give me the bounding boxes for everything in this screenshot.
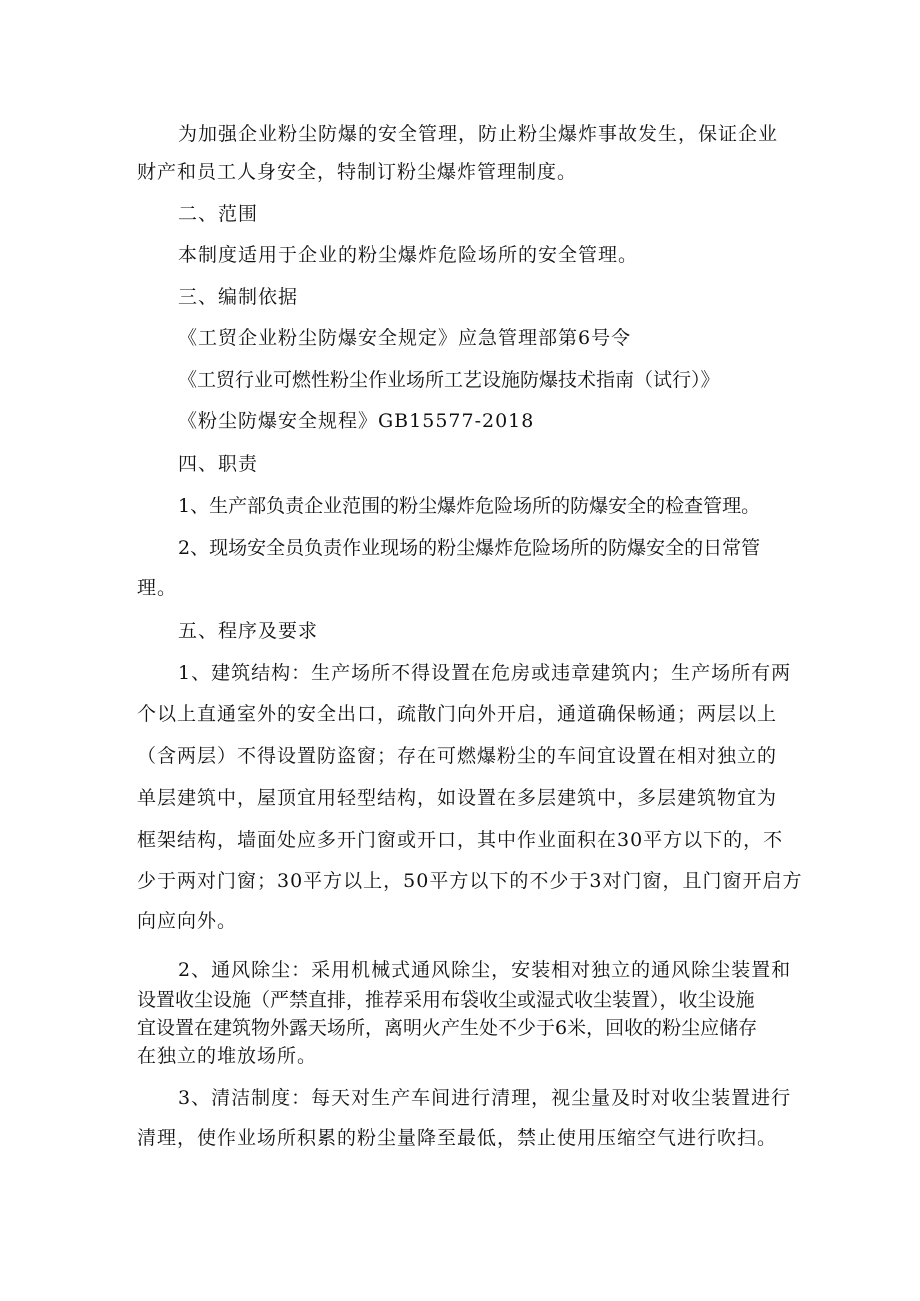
- duties-item-2-line-2: 理。: [137, 577, 178, 599]
- duties-item-1: 1、生产部负责企业范围的粉尘爆炸危险场所的防爆安全的检查管理。: [178, 495, 761, 517]
- basis-item-3: 《粉尘防爆安全规程》GB15577-2018: [178, 410, 535, 432]
- section-heading-basis: 三、编制依据: [178, 286, 299, 308]
- cleaning-line-1: 3、清洁制度：每天对生产车间进行清理，视尘量及时对收尘装置进行: [178, 1087, 792, 1109]
- ventilation-line-3: 宜设置在建筑物外露天场所，离明火产生处不少于6米，回收的粉尘应储存: [137, 1017, 758, 1039]
- building-line-6: 少于两对门窗；30平方以上，50平方以下的不少于3对门窗，且门窗开启方: [137, 870, 803, 892]
- section-heading-procedures: 五、程序及要求: [178, 620, 319, 642]
- ventilation-line-2: 设置收尘设施（严禁直排，推荐采用布袋收尘或湿式收尘装置），收尘设施: [137, 989, 755, 1011]
- building-line-7: 向应向外。: [137, 910, 238, 932]
- building-line-3: （含两层）不得设置防盗窗；存在可燃爆粉尘的车间宜设置在相对独立的: [137, 745, 778, 767]
- scope-text: 本制度适用于企业的粉尘爆炸危险场所的安全管理。: [178, 244, 639, 266]
- basis-item-1: 《工贸企业粉尘防爆安全规定》应急管理部第6号令: [178, 327, 632, 349]
- cleaning-line-2: 清理，使作业场所积累的粉尘量降至最低，禁止使用压缩空气进行吹扫。: [137, 1127, 778, 1149]
- section-heading-duties: 四、职责: [178, 453, 259, 475]
- building-line-5: 框架结构，墙面处应多开门窗或开口，其中作业面积在30平方以下的，不: [137, 829, 784, 851]
- building-line-4: 单层建筑中，屋顶宜用轻型结构，如设置在多层建筑中，多层建筑物宜为: [137, 787, 778, 809]
- intro-line-1: 为加强企业粉尘防爆的安全管理，防止粉尘爆炸事故发生，保证企业: [178, 123, 779, 145]
- intro-line-2: 财产和员工人身安全，特制订粉尘爆炸管理制度。: [137, 161, 578, 183]
- basis-item-2: 《工贸行业可燃性粉尘作业场所工艺设施防爆技术指南（试行）》: [178, 369, 720, 391]
- building-line-1: 1、建筑结构：生产场所不得设置在危房或违章建筑内；生产场所有两: [178, 662, 792, 684]
- ventilation-line-1: 2、通风除尘：采用机械式通风除尘，安装相对独立的通风除尘装置和: [178, 959, 792, 981]
- ventilation-line-4: 在独立的堆放场所。: [137, 1045, 318, 1067]
- duties-item-2-line-1: 2、现场安全员负责作业现场的粉尘爆炸危险场所的防爆安全的日常管: [178, 537, 761, 559]
- building-line-2: 个以上直通室外的安全出口，疏散门向外开启，通道确保畅通；两层以上: [137, 703, 778, 725]
- section-heading-scope: 二、范围: [178, 203, 259, 225]
